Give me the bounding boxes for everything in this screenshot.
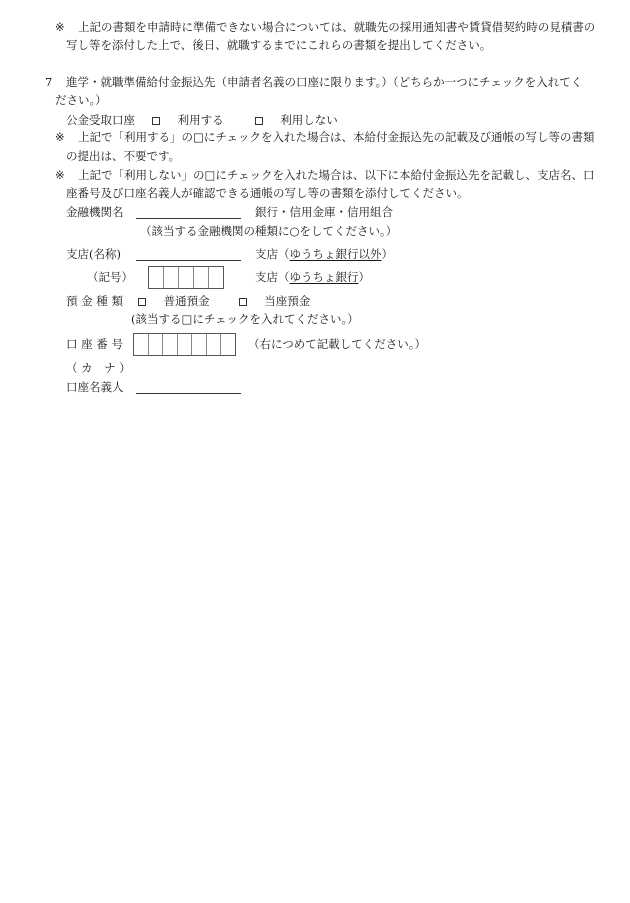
holder-label: 口座名義人 <box>66 380 124 394</box>
not-use-checkbox[interactable] <box>255 117 263 125</box>
deposit-hint: (該当する□にチェックを入れてください。） <box>131 312 359 326</box>
digit-cell[interactable] <box>164 267 179 288</box>
section-title-line1: 進学・就職準備給付金振込先（申請者名義の口座に限ります。）（どちらか一つにチェックを入れてく <box>66 75 583 89</box>
digit-cell[interactable] <box>221 334 235 355</box>
public-account-label: 公金受取口座 <box>66 113 135 127</box>
branch-close-paren: ） <box>358 270 370 284</box>
account-number-boxes[interactable] <box>133 333 236 356</box>
branch-suffix-b <box>255 270 370 284</box>
digit-cell[interactable] <box>178 334 193 355</box>
branch-code-boxes[interactable] <box>148 266 224 289</box>
branch-code-label: （記号） <box>87 270 133 284</box>
note2-line1: 上記で「利用しない」の□にチェックを入れた場合は、以下に本給付金振込先を記載し、支店名、口 <box>78 168 595 182</box>
digit-cell[interactable] <box>209 267 223 288</box>
kana-label: （ カ ナ ） <box>66 361 131 375</box>
bank-type-hint: （該当する金融機関の種類に○をしてください。） <box>140 224 398 238</box>
note-mark: ※ <box>55 20 65 34</box>
bank-types: 銀行・信用金庫・信用組合 <box>255 205 393 219</box>
use-label: 利用する <box>177 113 224 127</box>
note1-line1: 上記で「利用する」の□にチェックを入れた場合は、本給付金振込先の記載及び通帳の写し等の書類 <box>78 130 595 144</box>
deposit-type-row <box>66 294 310 308</box>
digit-cell[interactable] <box>134 334 149 355</box>
digit-cell[interactable] <box>194 267 209 288</box>
branch-close-paren: ） <box>381 247 393 261</box>
account-number-hint: （右につめて記載してください。） <box>248 337 427 351</box>
checking-deposit-checkbox[interactable] <box>239 298 247 306</box>
note2-line2: 座番号及び口座名義人が確認できる通帳の写し等の書類を添付してください。 <box>66 186 469 200</box>
public-account-row <box>66 113 338 127</box>
digit-cell[interactable] <box>149 334 164 355</box>
branch-name-field[interactable] <box>136 260 241 261</box>
checking-deposit-label: 当座預金 <box>264 294 311 308</box>
note1-mark: ※ <box>55 130 65 144</box>
branch-suffix-a <box>255 247 393 261</box>
account-number-label: 口 座 番 号 <box>66 337 123 351</box>
digit-cell[interactable] <box>207 334 222 355</box>
holder-field[interactable] <box>136 393 241 394</box>
ordinary-deposit-checkbox[interactable] <box>138 298 146 306</box>
bank-name-label: 金融機関名 <box>66 205 124 219</box>
digit-cell[interactable] <box>149 267 164 288</box>
digit-cell[interactable] <box>192 334 207 355</box>
branch-name-label: 支店(名称) <box>66 247 121 261</box>
section-title-line2: ださい。） <box>55 93 107 107</box>
note2-mark: ※ <box>55 168 65 182</box>
deposit-type-label: 預 金 種 類 <box>66 294 123 308</box>
note-text-line1: 上記の書類を申請時に準備できない場合については、就職先の採用通知書や賃貸借契約時の見積書の <box>78 20 596 34</box>
use-checkbox[interactable] <box>152 117 160 125</box>
bank-name-field[interactable] <box>136 218 241 219</box>
digit-cell[interactable] <box>163 334 178 355</box>
digit-cell[interactable] <box>179 267 194 288</box>
branch-suffix-text: 支店（ <box>255 270 290 284</box>
not-use-label: 利用しない <box>280 113 338 127</box>
branch-note-yucho: ゆうちょ銀行 <box>289 270 359 284</box>
branch-suffix-text: 支店（ <box>255 247 290 261</box>
note1-line2: の提出は、不要です。 <box>66 149 181 163</box>
branch-note-non-yucho: ゆうちょ銀行以外 <box>289 247 382 261</box>
ordinary-deposit-label: 普通預金 <box>163 294 210 308</box>
note-text-line2: 写し等を添付した上で、後日、就職するまでにこれらの書類を提出してください。 <box>66 38 492 52</box>
section-number: 7 <box>45 75 53 89</box>
